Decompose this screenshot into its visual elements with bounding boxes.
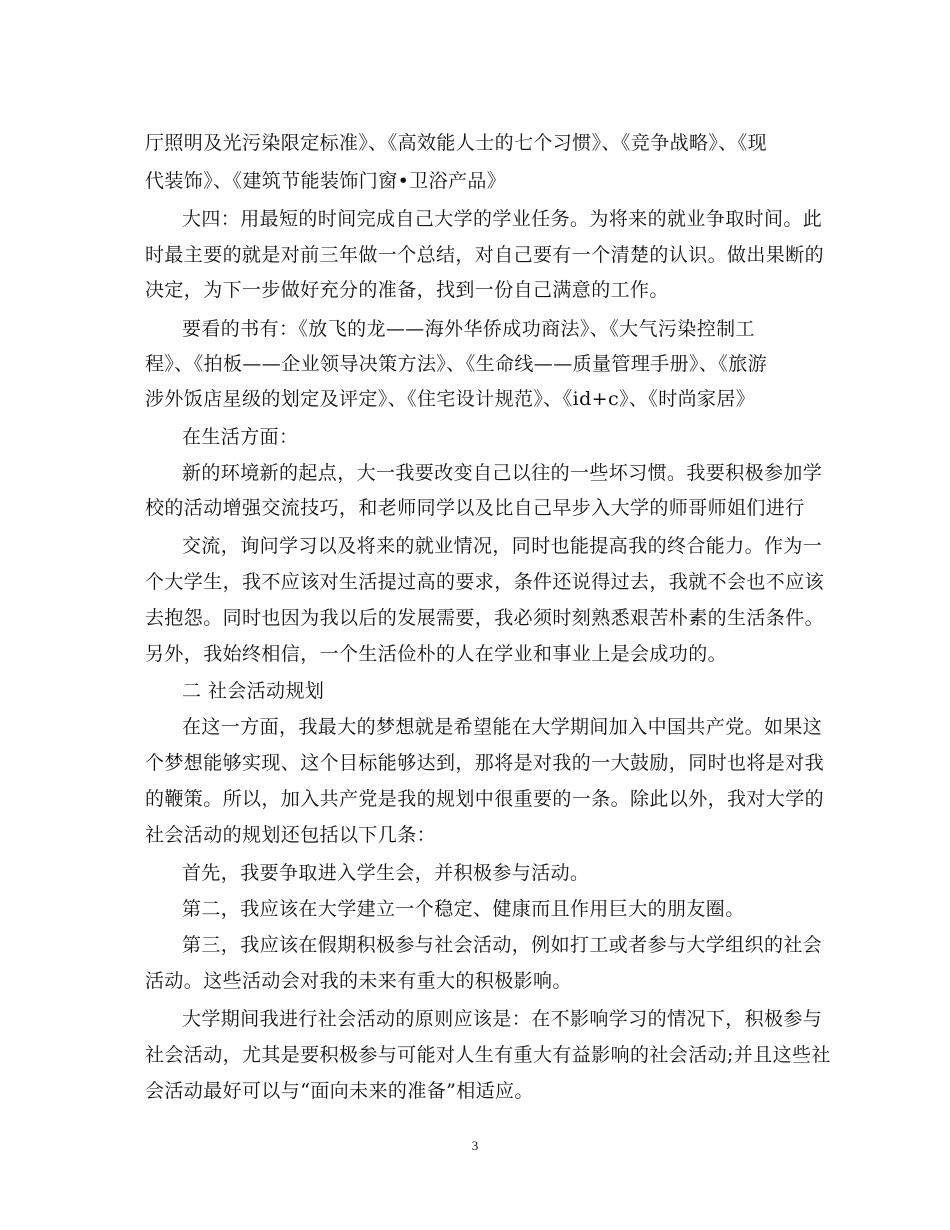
text-line: 另外，我始终相信，一个生活俭朴的人在学业和事业上是会成功的。 [145,643,728,665]
paragraph-first-line: 新的环境新的起点，大一我要改变自己以往的一些坏习惯。我要积极参加学 [182,462,823,484]
text-line: 社会活动的规划还包括以下几条： [145,824,437,846]
paragraph-first-line: 在这一方面，我最大的梦想就是希望能在大学期间加入中国共产党。如果这 [182,716,823,738]
text-line: 个大学生，我不应该对生活提过高的要求，条件还说得过去，我就不会也不应该 [145,571,825,593]
paragraph-first-line: 第三，我应该在假期积极参与社会活动，例如打工或者参与大学组织的社会 [182,934,823,956]
text-line: 活动。这些活动会对我的未来有重大的积极影响。 [145,970,572,992]
text-line: 程》、《拍板——企业领导决策方法》、《生命线——质量管理手册》、《旅游 [145,353,768,375]
paragraph-first-line: 要看的书有：《放飞的龙——海外华侨成功商法》、《大气污染控制工 [182,318,755,340]
section-heading: 二 社会活动规划 [182,680,325,702]
text-line: 的鞭策。所以，加入共产党是我的规划中很重要的一条。除此以外，我对大学的 [145,788,825,810]
text-line: 代装饰》、《建筑节能装饰门窗•卫浴产品》 [145,170,507,192]
paragraph-first-line: 大学期间我进行社会活动的原则应该是：在不影响学习的情况下，积极参与 [182,1008,823,1030]
paragraph-first-line: 首先，我要争取进入学生会，并积极参与活动。 [182,862,590,884]
page-number: 3 [471,1138,479,1153]
text-line: 社会活动，尤其是要积极参与可能对人生有重大有益影响的社会活动;并且这些社 [145,1044,831,1066]
text-line: 时最主要的就是对前三年做一个总结，对自己要有一个清楚的认识。做出果断的 [145,244,825,266]
text-line: 校的活动增强交流技巧，和老师同学以及比自己早步入大学的师哥师姐们进行 [145,497,805,519]
text-line: 个梦想能够实现、这个目标能够达到，那将是对我的一大鼓励，同时也将是对我 [145,752,825,774]
paragraph-first-line: 第二，我应该在大学建立一个稳定、健康而且作用巨大的朋友圈。 [182,898,745,920]
paragraph-first-line: 交流，询问学习以及将来的就业情况，同时也能提高我的终合能力。作为一 [182,535,823,557]
section-label: 在生活方面： [182,426,299,448]
text-line: 涉外饭店星级的划定及评定》、《住宅设计规范》、《id+c》、《时尚家居》 [145,388,756,410]
text-line: 会活动最好可以与“面向未来的准备”相适应。 [145,1080,534,1102]
text-line: 决定，为下一步做好充分的准备，找到一份自己满意的工作。 [145,279,669,301]
paragraph-first-line: 大四：用最短的时间完成自己大学的学业任务。为将来的就业争取时间。此 [182,208,823,230]
text-line: 厅照明及光污染限定标准》、《高效能人士的七个习惯》、《竞争战略》、《现 [145,132,768,154]
text-line: 去抱怨。同时也因为我以后的发展需要，我必须时刻熟悉艰苦朴素的生活条件。 [145,607,825,629]
